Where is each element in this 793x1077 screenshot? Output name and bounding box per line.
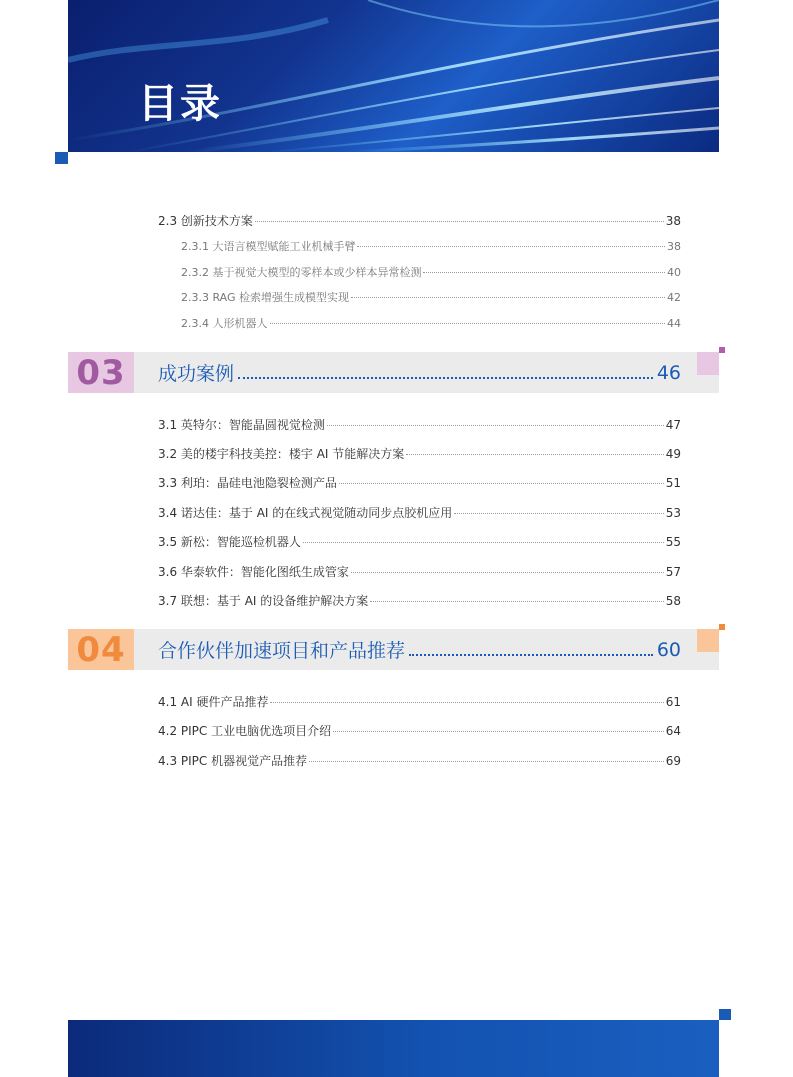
toc-entry-3-1[interactable] [158, 416, 681, 433]
leader-dots [351, 572, 664, 573]
leader-dots [339, 483, 664, 484]
toc-entry-page: 40 [667, 266, 681, 279]
toc-entry-label: 4.3 PIPC 机器视觉产品推荐 [158, 754, 308, 768]
toc-entry-page: 47 [665, 418, 681, 432]
toc-entry-page: 49 [665, 447, 681, 461]
chapter-title: 合作伙伴加速项目和产品推荐 [158, 640, 406, 662]
toc-entry-label: 4.1 AI 硬件产品推荐 [158, 695, 269, 709]
toc-entry-label: 3.6 华泰软件：智能化图纸生成管家 [158, 565, 349, 579]
chapter-title-row [158, 352, 681, 393]
toc-entry-label: 2.3 创新技术方案 [158, 214, 253, 228]
leader-dots [454, 513, 663, 514]
leader-dots [327, 425, 664, 426]
toc-entry-label: 3.7 联想：基于 AI 的设备维护解决方案 [158, 594, 369, 608]
toc-entry-2-3-1[interactable] [181, 238, 681, 254]
toc-entry-3-6[interactable] [158, 563, 681, 580]
decor-square [719, 624, 725, 630]
footer-banner [68, 1020, 719, 1077]
toc-entry-page: 69 [665, 754, 681, 768]
leader-dots [409, 654, 653, 656]
decor-square [55, 152, 68, 164]
toc-entry-page: 58 [665, 594, 681, 608]
chapter-title: 成功案例 [158, 363, 235, 385]
leader-dots [270, 702, 663, 703]
toc-entry-label: 2.3.1 大语言模型赋能工业机械手臂 [181, 240, 356, 253]
leader-dots [406, 454, 663, 455]
toc-entry-label: 4.2 PIPC 工业电脑优选项目介绍 [158, 724, 332, 738]
toc-entry-2-3[interactable] [158, 212, 681, 229]
chapter-tab [697, 629, 719, 652]
toc-entry-label: 3.3 利珀：晶硅电池隐裂检测产品 [158, 476, 337, 490]
chapter-page: 46 [656, 361, 681, 384]
toc-entry-page: 64 [665, 724, 681, 738]
decor-square [719, 347, 725, 353]
toc-entry-page: 42 [667, 291, 681, 304]
leader-dots [309, 761, 664, 762]
toc-entry-label: 2.3.2 基于视觉大模型的零样本或少样本异常检测 [181, 266, 422, 279]
toc-entry-page: 61 [665, 695, 681, 709]
leader-dots [333, 731, 664, 732]
leader-dots [303, 542, 664, 543]
leader-dots [351, 297, 665, 298]
chapter-03-header[interactable] [68, 352, 719, 393]
header-banner [68, 0, 719, 152]
toc-entry-4-3[interactable] [158, 752, 681, 769]
chapter-tab [697, 352, 719, 375]
toc-entry-2-3-4[interactable] [181, 315, 681, 331]
chapter-04-header[interactable] [68, 629, 719, 670]
chapter-number: 03 [68, 352, 134, 393]
toc-entry-label: 2.3.3 RAG 检索增强生成模型实现 [181, 291, 350, 304]
chapter-page: 60 [656, 638, 681, 661]
leader-dots [255, 221, 664, 222]
toc-entry-page: 53 [665, 506, 681, 520]
page-title: 目录 [138, 81, 222, 127]
leader-dots [357, 246, 665, 247]
toc-entry-page: 38 [667, 240, 681, 253]
toc-entry-page: 55 [665, 535, 681, 549]
toc-entry-label: 3.2 美的楼宇科技美控：楼宇 AI 节能解决方案 [158, 447, 405, 461]
toc-entry-2-3-2[interactable] [181, 264, 681, 280]
leader-dots [270, 323, 666, 324]
toc-entry-4-2[interactable] [158, 722, 681, 739]
leader-dots [238, 377, 653, 379]
toc-entry-page: 38 [665, 214, 681, 228]
toc-entry-3-7[interactable] [158, 592, 681, 609]
toc-entry-label: 3.1 英特尔：智能晶圆视觉检测 [158, 418, 325, 432]
toc-entry-3-2[interactable] [158, 445, 681, 462]
toc-entry-page: 57 [665, 565, 681, 579]
chapter-title-row [158, 629, 681, 670]
toc-entry-4-1[interactable] [158, 693, 681, 710]
toc-entry-2-3-3[interactable] [181, 289, 681, 305]
toc-entry-label: 2.3.4 人形机器人 [181, 317, 268, 330]
decor-square [719, 1009, 731, 1020]
leader-dots [370, 601, 663, 602]
toc-entry-label: 3.5 新松：智能巡检机器人 [158, 535, 301, 549]
toc-entry-3-5[interactable] [158, 533, 681, 550]
leader-dots [423, 272, 665, 273]
toc-entry-3-3[interactable] [158, 474, 681, 491]
chapter-number: 04 [68, 629, 134, 670]
toc-entry-page: 44 [667, 317, 681, 330]
toc-entry-3-4[interactable] [158, 504, 681, 521]
toc-entry-label: 3.4 诺达佳：基于 AI 的在线式视觉随动同步点胶机应用 [158, 506, 453, 520]
toc-entry-page: 51 [665, 476, 681, 490]
